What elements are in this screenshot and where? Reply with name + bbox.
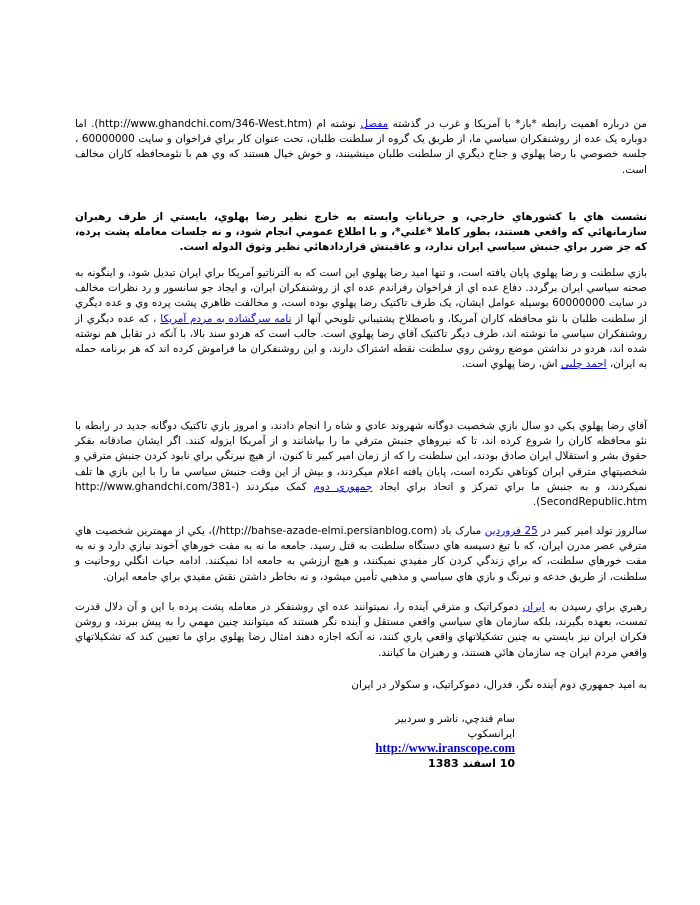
p6-text-b: دموكراتيک و مترقي آينده را، نميتوانند عده اي روشنفكر در معامله پشت پرده با اين و آن دلال قدرت تمست، بعهده بگيرند، بلكه سازمان هاي سياسي واقعي مستقل و آينده نگر هستند كه ميتوانند چنين مهمي را به پيش ببرند، و روشن فكران ايران نيز بايستي به چنين تشكيلاتهاي واقعي ياري كنند، نه آنكه اجازه دهند امثال رضا پهلوي براي ما تعيين كند كه تشكيلاتهاي واقعي مردم ايران چه سازمان هائي هستند، و رهبران ما كيانند. bbox=[75, 601, 647, 659]
paragraph-7: به اميد جمهوري دوم آينده نگر، فدرال، دموكراتيک، و سكولار در ايران bbox=[351, 679, 647, 691]
signature-date: 10 اسفند 1383 bbox=[428, 756, 515, 770]
link-open-letter[interactable]: نامه سرگشاده به مردم آمريكا bbox=[160, 312, 292, 325]
p4-text-b: كمک ميكردند (http://www.ghandchi.com/381-SecondRepublic.htm). bbox=[75, 480, 647, 509]
p1-text-b: نوشته ام (http://www.ghandchi.com/346-West.htm). اما دوباره يک عده از روشنفكران سياسي ما، از طريق يک گروه از سلطنت طلبان، تحت عنوان كار براي فراخوان و سايت 60000000 ، جلسه خصوصي با رضا پهلوي و جناح ديگري از سلطنت طلبان مينشينند، و خوش خيال هستند كه وي هم با نئومحافظه كاران مخالف است. bbox=[75, 118, 647, 176]
paragraph-6 bbox=[75, 600, 647, 661]
paragraph-5 bbox=[75, 524, 647, 585]
paragraph-1 bbox=[75, 117, 647, 178]
p6-text-a: رهبري براي رسيدن به bbox=[544, 601, 647, 613]
p4-text-a: آقاي رضا پهلوي يكي دو سال بازي شخصيت دوگانه شهروند عادي و شاه را انجام دادند، و امروز بازي تاكتيک دوگانه جديد در رابطه با نئو محافظه كاران را شروع كرده اند، تا كه نيروهاي جنبش مترقي ما را بپاشانند و از آمريكا ايزوله كنند. اگر ايشان صادقانه بفكر حقوق بشر و استقلال ايران صادق بودند، اين سلطنت را كه از زمان امير كبير تا كنون، از هيچ نيرنگي براي نابود كردن جنبش مترقي و شخصيتهاي مترقي ايران كوتاهي نكرده است، پايان يافته اعلام ميكردند، و بيش از اين وقت جنبش سياسي ما را با اين بازي ها تلف نميكردند، و به جنبش ما براي تمركز و اتحاد براي ايجاد bbox=[75, 420, 647, 493]
signature-url-link[interactable]: http://www.iranscope.com bbox=[375, 741, 515, 756]
p5-text-b: مبارک باد (http://bahse-azade-elmi.persianblog.com/)، يكي از مهمترين شخصيت هاي مترقي عصر مدرن ايران، كه با تيغ دسيسه هاي دستگاه سلطنت به قتل رسيد. جامعه ما نه به مفت خورهاي آخوند نيازي دارد و نه به مفت خورهاي سلطنت، كه براي زندگي كردن كار مفيدي نميكنند، و هيچ ارزشي به جامعه ادا نميكنند. ادامه حيات انگلي روحانيت و سلطنت، از طريق خدعه و نيرنگ و بازي هاي سياسي و مذهبي تأمين ميشود، و نه بخاطر داشتن نقش مفيدي براي جامعه ايران. bbox=[75, 525, 647, 583]
p3-text-b: ، كه عده ديگري از روشنفكران سياسي ما نوشته اند، طرف ديگر تاكتيک آقاي رضا پهلوي است. جالب است كه هردو سند بالا، با آنكه در تقابل هم نوشته شده اند، هردو در نداشتن موضع روشن روي سلطنت نقطه اشتراک دارند، و اين روشنفكران ما فراموش كرده اند كه هر برنامه حمله به ايران، bbox=[75, 312, 647, 371]
link-iran[interactable]: ايران bbox=[522, 601, 545, 613]
link-mofassal[interactable]: مفصل bbox=[360, 118, 389, 130]
paragraph-2: نشست هاي با كشورهاي خارجي، و جرياناتِ وابسته به خارج نظير رضا پهلوي، بايستي از طرف رهبران سازمانهائي كه واقعي هستند، بطور كاملا *علني*، و با اطلاع عمومي انجام شود، و نه جلسات معامله پشت پرده، كه جز ضرر براي جنبش سياسي ايران ندارد، و عاقبتش قراردادهائي نظير وثوق الدوله است. bbox=[75, 211, 647, 254]
signature-block bbox=[95, 712, 515, 771]
p1-text-a: من درباره اهميت رابطه *باز* با آمريكا و غرب در گذشته bbox=[388, 118, 647, 130]
p5-text-a: سالروز تولد امير كبير در bbox=[537, 525, 647, 537]
paragraph-3 bbox=[75, 266, 647, 372]
p3-text-a: بازي سلطنت و رضا پهلوي پايان يافته است، و تنها اميد رضا پهلوي اين است كه به آلترناتيو آمريكا براي ايران تبديل شود، و اينگونه به صحنه سياسي ايران برگردد. دفاع عده اي از فراخوان رفراندم عده اي از روشنفكران ايران، و ايجاد جو سانسور و رد نظرات مخالف در سايت 60000000 بوسيله عوامل ايشان، يک طرف تاكتيک رضا پهلوي بوده است، و مخالفت ظاهري پشت پرده وي و عده ديگري از سلطنت طلبان با نئو محافظه كاران آمريكا، و باصطلاح پشتيباني تلويحي آنها از bbox=[75, 267, 648, 325]
link-25-farvardin[interactable]: 25 فروردين bbox=[484, 525, 538, 537]
signature-org: ايرانسكوپ bbox=[467, 727, 515, 740]
p3-text-c: اش، رضا پهلوي است. bbox=[461, 358, 561, 371]
link-ahmad-chalabi[interactable]: احمد چلبي bbox=[560, 358, 607, 371]
signature-name: سام قندچي، ناشر و سردبير bbox=[395, 713, 515, 725]
link-second-republic[interactable]: جمهوري دوم bbox=[313, 480, 373, 493]
paragraph-4 bbox=[75, 419, 647, 510]
